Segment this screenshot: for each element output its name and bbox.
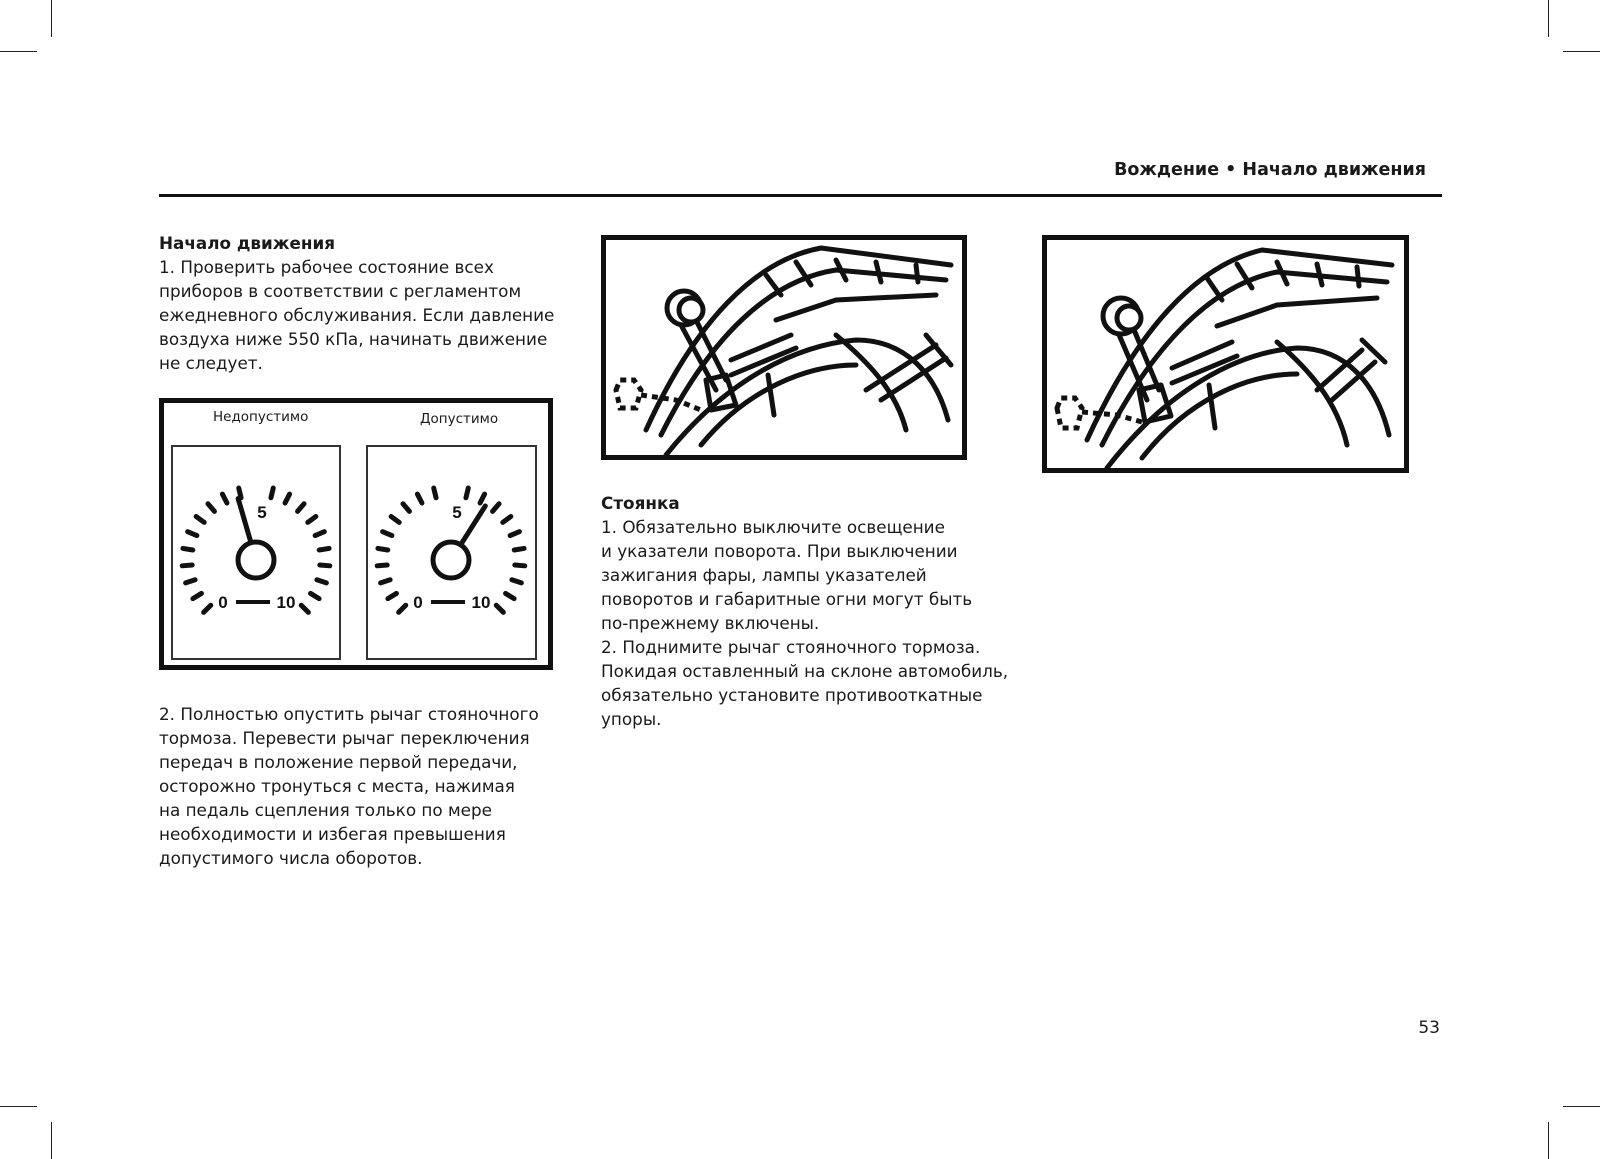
start-step2-line: допустимого числа оборотов. [159, 848, 423, 868]
parking-line: и указатели поворота. При выключении [601, 541, 958, 561]
parking-line: упоры. [601, 709, 662, 729]
start-step2-line: тормоза. Перевести рычаг переключения [159, 728, 530, 748]
gauge-tick [320, 565, 330, 566]
gauge-tick [510, 532, 519, 536]
gauge-tick [417, 494, 422, 503]
gauge-scale-label: 0 [413, 593, 423, 612]
gauge-tick [308, 517, 316, 523]
crop-mark [1563, 1106, 1600, 1107]
gauge-scale-label: 0 [218, 593, 228, 612]
parking-brake-lever-icon [606, 240, 962, 455]
parking-brake-lever-figure-2 [1042, 235, 1409, 473]
parking-line: 2. Поднимите рычаг стояночного тормоза. [601, 637, 981, 657]
gauge-tick [512, 580, 522, 583]
gauge-tick [399, 605, 406, 612]
start-step2-line: передач в положение первой передачи, [159, 752, 518, 772]
start-step2-line: на педаль сцепления только по мере [159, 800, 492, 820]
gauge-tick [186, 580, 196, 583]
gauge-tick [496, 605, 503, 612]
gauge-tick [377, 565, 387, 566]
crop-mark [1563, 51, 1600, 52]
gauge-tick [315, 532, 324, 536]
start-step1-line: приборов в соответствии с регламентом [159, 281, 522, 301]
gauge-needle [461, 506, 486, 545]
page-number: 53 [1418, 1018, 1440, 1038]
air-pressure-gauge-figure [159, 398, 553, 670]
start-step1-line: ежедневного обслуживания. Если давление [159, 305, 555, 325]
parking-line: Покидая оставленный на склоне автомобиль, [601, 661, 1009, 681]
start-step1-line: 1. Проверить рабочее состояние всех [159, 257, 494, 277]
header-rule [159, 194, 1442, 197]
gauge-tick [391, 517, 399, 523]
gauge-tick [188, 532, 197, 536]
parking-brake-lever-figure-1 [601, 235, 967, 460]
gauge-label-allowed: Допустимо [420, 411, 499, 427]
gauge-not-allowed [171, 445, 341, 660]
gauge-tick [222, 494, 227, 503]
gauge-allowed [366, 445, 537, 660]
gauge-tick [311, 593, 320, 598]
gauge-scale-label: 5 [452, 503, 462, 522]
gauge-tick [193, 593, 202, 598]
start-step2-line: 2. Полностью опустить рычаг стояночного [159, 704, 539, 724]
section-heading-start: Начало движения [159, 233, 336, 253]
gauge-needle [238, 499, 251, 543]
crop-mark [51, 1122, 52, 1159]
crop-mark [1548, 0, 1549, 37]
gauge-tick [271, 488, 273, 498]
start-step2-block [159, 702, 539, 870]
start-step2-line: необходимости и избегая превышения [159, 824, 506, 844]
gauge-tick [378, 548, 388, 550]
start-step1-line: не следует. [159, 353, 263, 373]
crop-mark [1548, 1122, 1549, 1159]
gauge-tick [506, 593, 515, 598]
gauge-tick [480, 494, 485, 503]
gauge-scale-label: 10 [471, 593, 491, 612]
gauge-scale-label: 10 [276, 593, 296, 612]
gauge-label-not-allowed: Недопустимо [213, 409, 309, 425]
gauge-tick [515, 565, 525, 566]
gauge-tick [434, 488, 436, 498]
gauge-tick [466, 488, 468, 498]
gauge-tick [503, 517, 511, 523]
section-heading-parking: Стоянка [601, 493, 680, 513]
gauge-tick [204, 605, 211, 612]
gauge-tick [317, 580, 327, 583]
start-step2-line: осторожно тронуться с места, нажимая [159, 776, 515, 796]
running-header: Вождение • Начало движения [1114, 160, 1426, 180]
gauge-tick [493, 504, 499, 512]
pressure-gauge-icon [173, 447, 339, 658]
parking-line: зажигания фары, лампы указателей [601, 565, 927, 585]
gauge-hub [433, 542, 469, 578]
gauge-tick [182, 565, 192, 566]
parking-block [601, 491, 1008, 731]
crop-mark [51, 0, 52, 37]
gauge-tick [183, 548, 193, 550]
gauge-tick [298, 504, 304, 512]
pressure-gauge-icon [368, 447, 535, 658]
start-step1-block [159, 231, 554, 375]
start-step1-line: воздуха ниже 550 кПа, начинать движение [159, 329, 548, 349]
gauge-tick [403, 504, 409, 512]
parking-line: по-прежнему включены. [601, 613, 820, 633]
gauge-scale-label: 5 [257, 503, 267, 522]
crop-mark [0, 51, 37, 52]
parking-line: поворотов и габаритные огни могут быть [601, 589, 973, 609]
parking-line: обязательно установите противооткатные [601, 685, 983, 705]
gauge-tick [285, 494, 290, 503]
gauge-tick [514, 548, 524, 550]
gauge-hub [238, 542, 274, 578]
gauge-tick [381, 580, 391, 583]
gauge-tick [383, 532, 392, 536]
gauge-tick [196, 517, 204, 523]
parking-brake-lever-icon [1047, 240, 1404, 468]
gauge-tick [319, 548, 329, 550]
gauge-tick [388, 593, 397, 598]
parking-line: 1. Обязательно выключите освещение [601, 517, 945, 537]
gauge-tick [301, 605, 308, 612]
crop-mark [0, 1106, 37, 1107]
gauge-tick [208, 504, 214, 512]
